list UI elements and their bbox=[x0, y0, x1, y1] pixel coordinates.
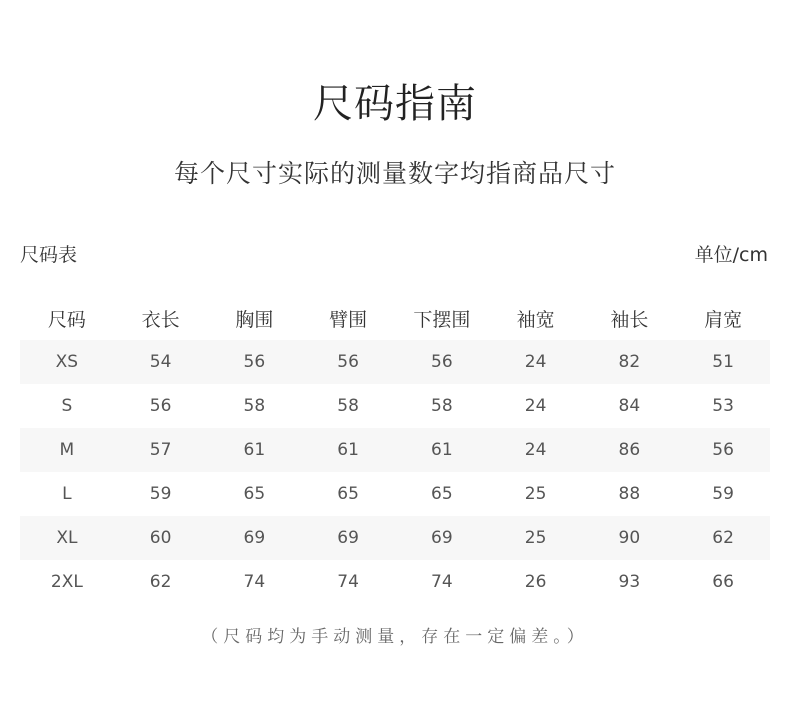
table-cell: 56 bbox=[712, 440, 734, 460]
header-chest: 胸围 bbox=[235, 308, 274, 331]
table-cell: 56 bbox=[431, 352, 453, 372]
table-cell: 65 bbox=[431, 484, 453, 504]
table-cell: 24 bbox=[524, 396, 547, 416]
header-arm: 臂围 bbox=[329, 308, 368, 331]
table-cell: 56 bbox=[337, 352, 359, 372]
page-subtitle: 每个尺寸实际的测量数字均指商品尺寸 bbox=[173, 159, 616, 188]
table-cell: 62 bbox=[712, 528, 734, 548]
table-cell: 59 bbox=[712, 484, 734, 504]
table-cell: 56 bbox=[243, 352, 266, 372]
table-cell: 59 bbox=[149, 484, 172, 504]
table-cell: 58 bbox=[337, 396, 359, 416]
table-cell: XL bbox=[56, 528, 78, 548]
table-cell: 61 bbox=[243, 440, 266, 460]
header-size: 尺码 bbox=[47, 308, 86, 331]
table-cell: 58 bbox=[243, 396, 266, 416]
table-cell: 25 bbox=[524, 484, 547, 504]
table-cell: 57 bbox=[149, 440, 172, 460]
table-cell: XS bbox=[55, 352, 79, 372]
table-row bbox=[20, 428, 770, 472]
header-length: 衣长 bbox=[141, 308, 180, 331]
table-row bbox=[20, 516, 770, 560]
table-cell: 82 bbox=[618, 352, 641, 372]
table-cell: 90 bbox=[618, 528, 641, 548]
table-row bbox=[20, 384, 770, 428]
table-header-row bbox=[20, 296, 770, 340]
table-cell: 61 bbox=[431, 440, 453, 460]
table-cell: 24 bbox=[524, 352, 547, 372]
table-cell: 74 bbox=[337, 572, 359, 592]
table-cell: 84 bbox=[618, 396, 641, 416]
table-cell: S bbox=[61, 396, 73, 416]
table-cell: 2XL bbox=[50, 572, 83, 592]
table-cell: 58 bbox=[431, 396, 453, 416]
table-cell: 51 bbox=[712, 352, 734, 372]
table-cell: 61 bbox=[337, 440, 359, 460]
table-cell: 69 bbox=[243, 528, 266, 548]
header-shoulder: 肩宽 bbox=[704, 308, 743, 331]
table-cell: 65 bbox=[243, 484, 266, 504]
table-cell: 74 bbox=[431, 572, 453, 592]
table-cell: 25 bbox=[524, 528, 547, 548]
table-cell: 26 bbox=[524, 572, 547, 592]
header-sleeve-length: 袖长 bbox=[610, 308, 649, 331]
table-cell: 65 bbox=[337, 484, 359, 504]
table-cell: 53 bbox=[712, 396, 734, 416]
table-cell: 62 bbox=[149, 572, 172, 592]
table-cell: 54 bbox=[149, 352, 172, 372]
table-cell: 88 bbox=[618, 484, 641, 504]
measurement-note: （尺码均为手动测量，存在一定偏差。） bbox=[201, 627, 589, 647]
table-cell: 74 bbox=[243, 572, 266, 592]
table-cell: 93 bbox=[618, 572, 641, 592]
table-cell: L bbox=[62, 484, 72, 504]
table-row bbox=[20, 472, 770, 516]
size-table bbox=[20, 296, 770, 604]
table-cell: 60 bbox=[149, 528, 172, 548]
page-title: 尺码指南 bbox=[313, 81, 477, 127]
table-cell: M bbox=[59, 440, 75, 460]
table-cell: 24 bbox=[524, 440, 547, 460]
unit-label: 单位/cm bbox=[694, 244, 768, 266]
table-cell: 69 bbox=[337, 528, 359, 548]
header-hem: 下摆围 bbox=[413, 308, 471, 331]
table-cell: 56 bbox=[149, 396, 172, 416]
table-cell: 69 bbox=[431, 528, 453, 548]
table-row bbox=[20, 560, 770, 604]
table-row bbox=[20, 340, 770, 384]
table-cell: 86 bbox=[618, 440, 641, 460]
header-sleeve-width: 袖宽 bbox=[516, 308, 555, 331]
table-cell: 66 bbox=[712, 572, 734, 592]
table-label: 尺码表 bbox=[20, 244, 78, 266]
